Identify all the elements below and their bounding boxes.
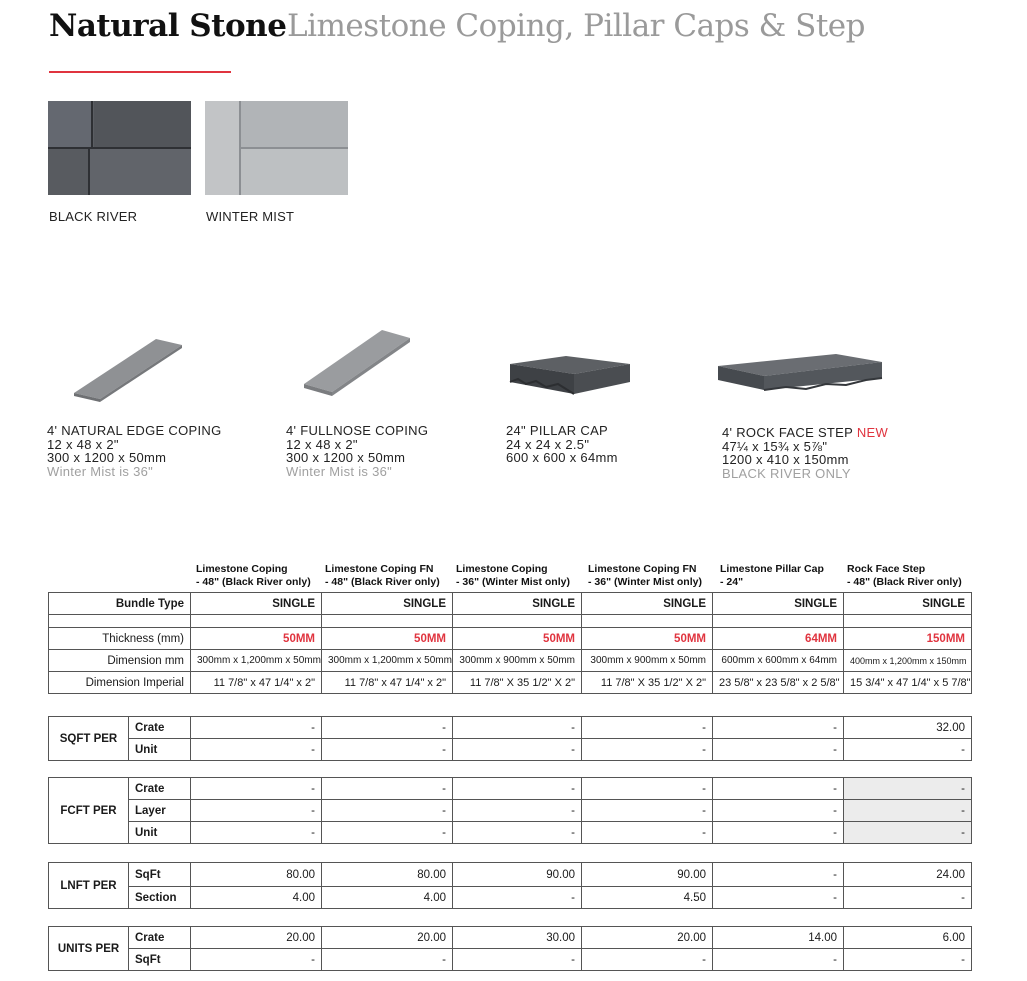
product-dim-imperial: 24 x 24 x 2.5": [506, 436, 590, 452]
table-row: SQFT PER Crate - - - - - 32.00: [49, 717, 972, 739]
table-row: UNITS PER Crate 20.00 20.00 30.00 20.00 14.00 6.00: [49, 927, 972, 949]
table-row: FCFT PER Crate - - - - - -: [49, 778, 972, 800]
product-dim-metric: 1200 x 410 x 150mm: [722, 452, 849, 467]
product-note: BLACK RIVER ONLY: [722, 465, 851, 481]
table-row: Dimension Imperial 11 7/8" x 47 1/4" x 2" 11 7/8" x 47 1/4" x 2" 11 7/8" X 35 1/2" X 2" 11 7/8" X 35 1/2" X 2" 23 5/8" x 23 5/8" x 2 5/8" 15 3/4" x 47 1/4" x 5 7/8": [49, 672, 972, 694]
group-label: SQFT PER: [49, 717, 129, 761]
table-row-spacer: [49, 615, 972, 628]
table-row: Section 4.00 4.00 - 4.50 - -: [49, 887, 972, 909]
swatch-label-winter-mist: WINTER MIST: [206, 209, 295, 224]
page-title: Natural Stone: [49, 8, 287, 44]
table-row: Thickness (mm) 50MM 50MM 50MM 50MM 64MM 150MM: [49, 628, 972, 650]
units-per-table: [48, 926, 972, 971]
product-name: 4' NATURAL EDGE COPING: [47, 423, 222, 438]
table-row: Unit - - - - - -: [49, 822, 972, 844]
table-row: Unit - - - - - -: [49, 739, 972, 761]
sqft-per-table: [48, 716, 972, 761]
spec-table: [48, 592, 972, 694]
table-row: LNFT PER SqFt 80.00 80.00 90.00 90.00 - 24.00: [49, 863, 972, 887]
product-dim-metric: 600 x 600 x 64mm: [506, 450, 618, 465]
table-row: Bundle Type SINGLE SINGLE SINGLE SINGLE SINGLE SINGLE: [49, 593, 972, 615]
column-header: Rock Face Step - 48" (Black River only): [847, 563, 962, 588]
natural-edge-coping-image: [72, 335, 188, 408]
product-dim-metric: 300 x 1200 x 50mm: [47, 450, 167, 465]
black-river-swatch: [48, 101, 191, 195]
product-dim-metric: 300 x 1200 x 50mm: [286, 450, 406, 465]
product-note: Winter Mist is 36": [286, 463, 393, 479]
column-header: Limestone Coping - 36" (Winter Mist only): [456, 563, 570, 588]
new-badge: NEW: [856, 425, 889, 440]
product-rock-face-step: [722, 426, 888, 480]
lnft-per-table: [48, 862, 972, 909]
fcft-per-table: [48, 777, 972, 844]
product-name: 24" PILLAR CAP: [506, 423, 609, 438]
product-dim-imperial: 47¼ x 15¾ x 5⅞": [722, 438, 828, 454]
product-name: 4' FULLNOSE COPING: [286, 423, 429, 438]
rock-face-step-image: [716, 350, 886, 401]
table-row: Dimension mm 300mm x 1,200mm x 50mm 300mm x 1,200mm x 50mm 300mm x 900mm x 50mm 300mm x 900mm x 50mm 600mm x 600mm x 64mm 400mm x 1,200mm x 150mm: [49, 650, 972, 672]
table-row: SqFt - - - - - -: [49, 949, 972, 971]
table-row: Layer - - - - - -: [49, 800, 972, 822]
product-fullnose-coping: [286, 424, 428, 478]
column-header: Limestone Pillar Cap - 24": [720, 563, 824, 588]
product-pillar-cap: [506, 424, 618, 465]
fullnose-coping-image: [302, 328, 414, 403]
product-name: 4' ROCK FACE STEP: [722, 425, 853, 440]
title-divider: [49, 71, 231, 73]
product-dim-imperial: 12 x 48 x 2": [286, 436, 358, 452]
column-header: Limestone Coping - 48" (Black River only): [196, 563, 311, 588]
column-header: Limestone Coping FN - 36" (Winter Mist only): [588, 563, 702, 588]
page-subtitle: Limestone Coping, Pillar Caps & Step: [287, 8, 865, 44]
column-header: Limestone Coping FN - 48" (Black River only): [325, 563, 440, 588]
swatch-label-black-river: BLACK RIVER: [49, 209, 138, 224]
product-dim-imperial: 12 x 48 x 2": [47, 436, 119, 452]
group-label: LNFT PER: [49, 863, 129, 909]
pillar-cap-image: [506, 352, 634, 403]
winter-mist-swatch: [205, 101, 348, 195]
group-label: UNITS PER: [49, 927, 129, 971]
product-note: Winter Mist is 36": [47, 463, 154, 479]
group-label: FCFT PER: [49, 778, 129, 844]
product-natural-edge-coping: [47, 424, 222, 478]
